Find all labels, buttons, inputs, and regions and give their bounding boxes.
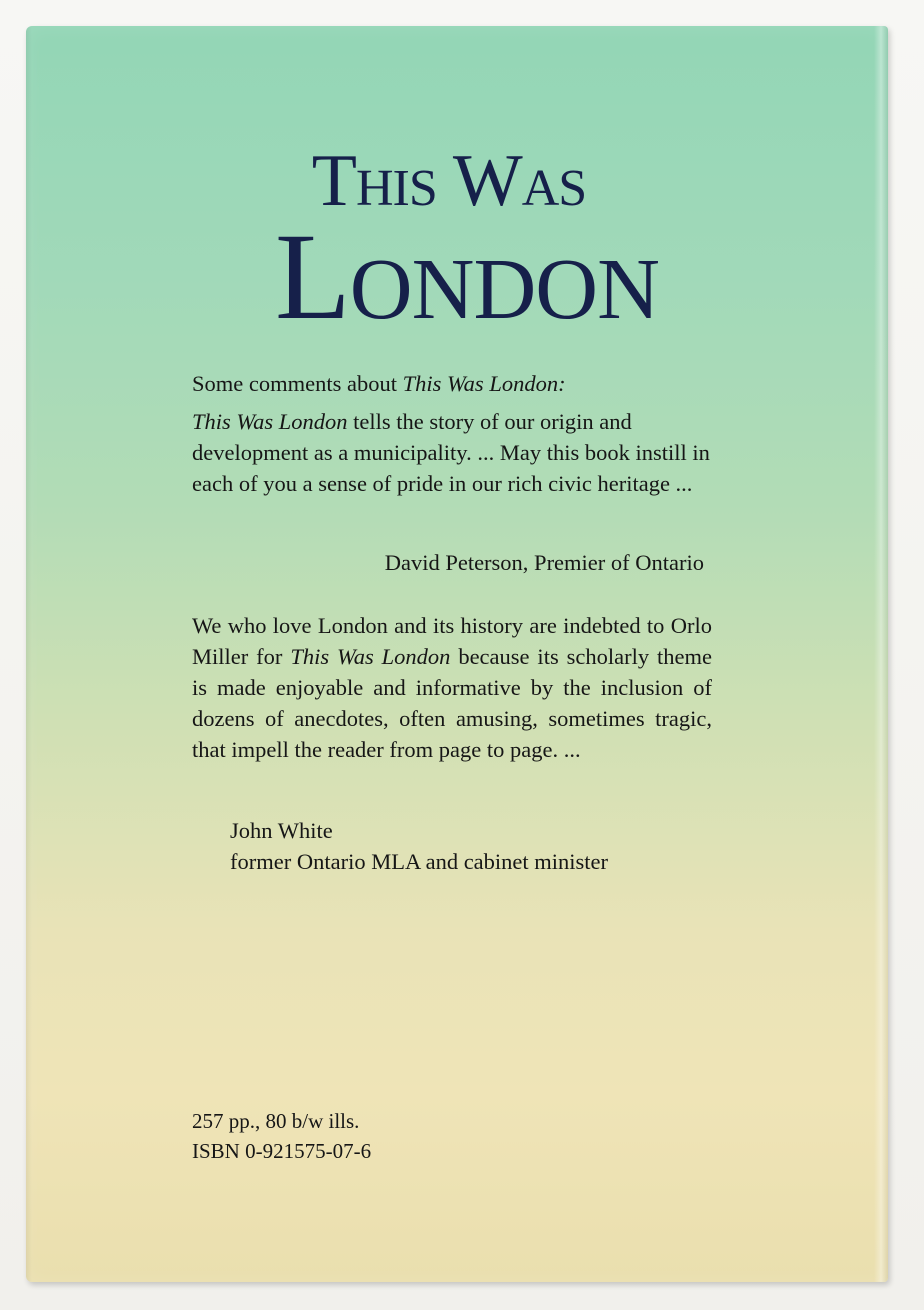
quote-white-text-before: We who love London and its history are indebted to Orlo Miller for	[192, 613, 712, 669]
comments-intro	[192, 368, 712, 399]
book-back-cover	[26, 26, 888, 1282]
quote-white-attribution	[230, 815, 608, 877]
isbn: ISBN 0-921575-07-6	[192, 1139, 372, 1163]
book-details	[192, 1106, 371, 1166]
quote-peterson-title: This Was London	[192, 409, 348, 434]
quote-peterson-attribution: David Peterson, Premier of Ontario	[384, 550, 704, 575]
comments-intro-prefix: Some comments about	[192, 371, 403, 396]
quote-white-title: This Was London	[290, 644, 451, 669]
quote-peterson	[192, 406, 712, 499]
quote-white-text-after: because its scholarly theme is made enjoyable and informative by the inclusion of dozens of anecdotes, often amusing, sometimes tragic, that impell the reader from page to page. ...	[192, 644, 712, 762]
quote-white	[192, 610, 712, 765]
quote-peterson-text: tells the story of our origin and development as a municipality. ... May this book instill in each of you a sense of pride in our rich civic heritage ...	[192, 409, 710, 496]
title-line-this-was: This Was	[311, 140, 587, 222]
page-count: 257 pp., 80 b/w ills.	[192, 1109, 360, 1133]
comments-intro-title: This Was London:	[402, 371, 566, 396]
quote-white-attribution-role: former Ontario MLA and cabinet minister	[230, 849, 609, 874]
title-line-london: London	[275, 208, 659, 345]
quote-white-attribution-name: John White	[230, 818, 333, 843]
